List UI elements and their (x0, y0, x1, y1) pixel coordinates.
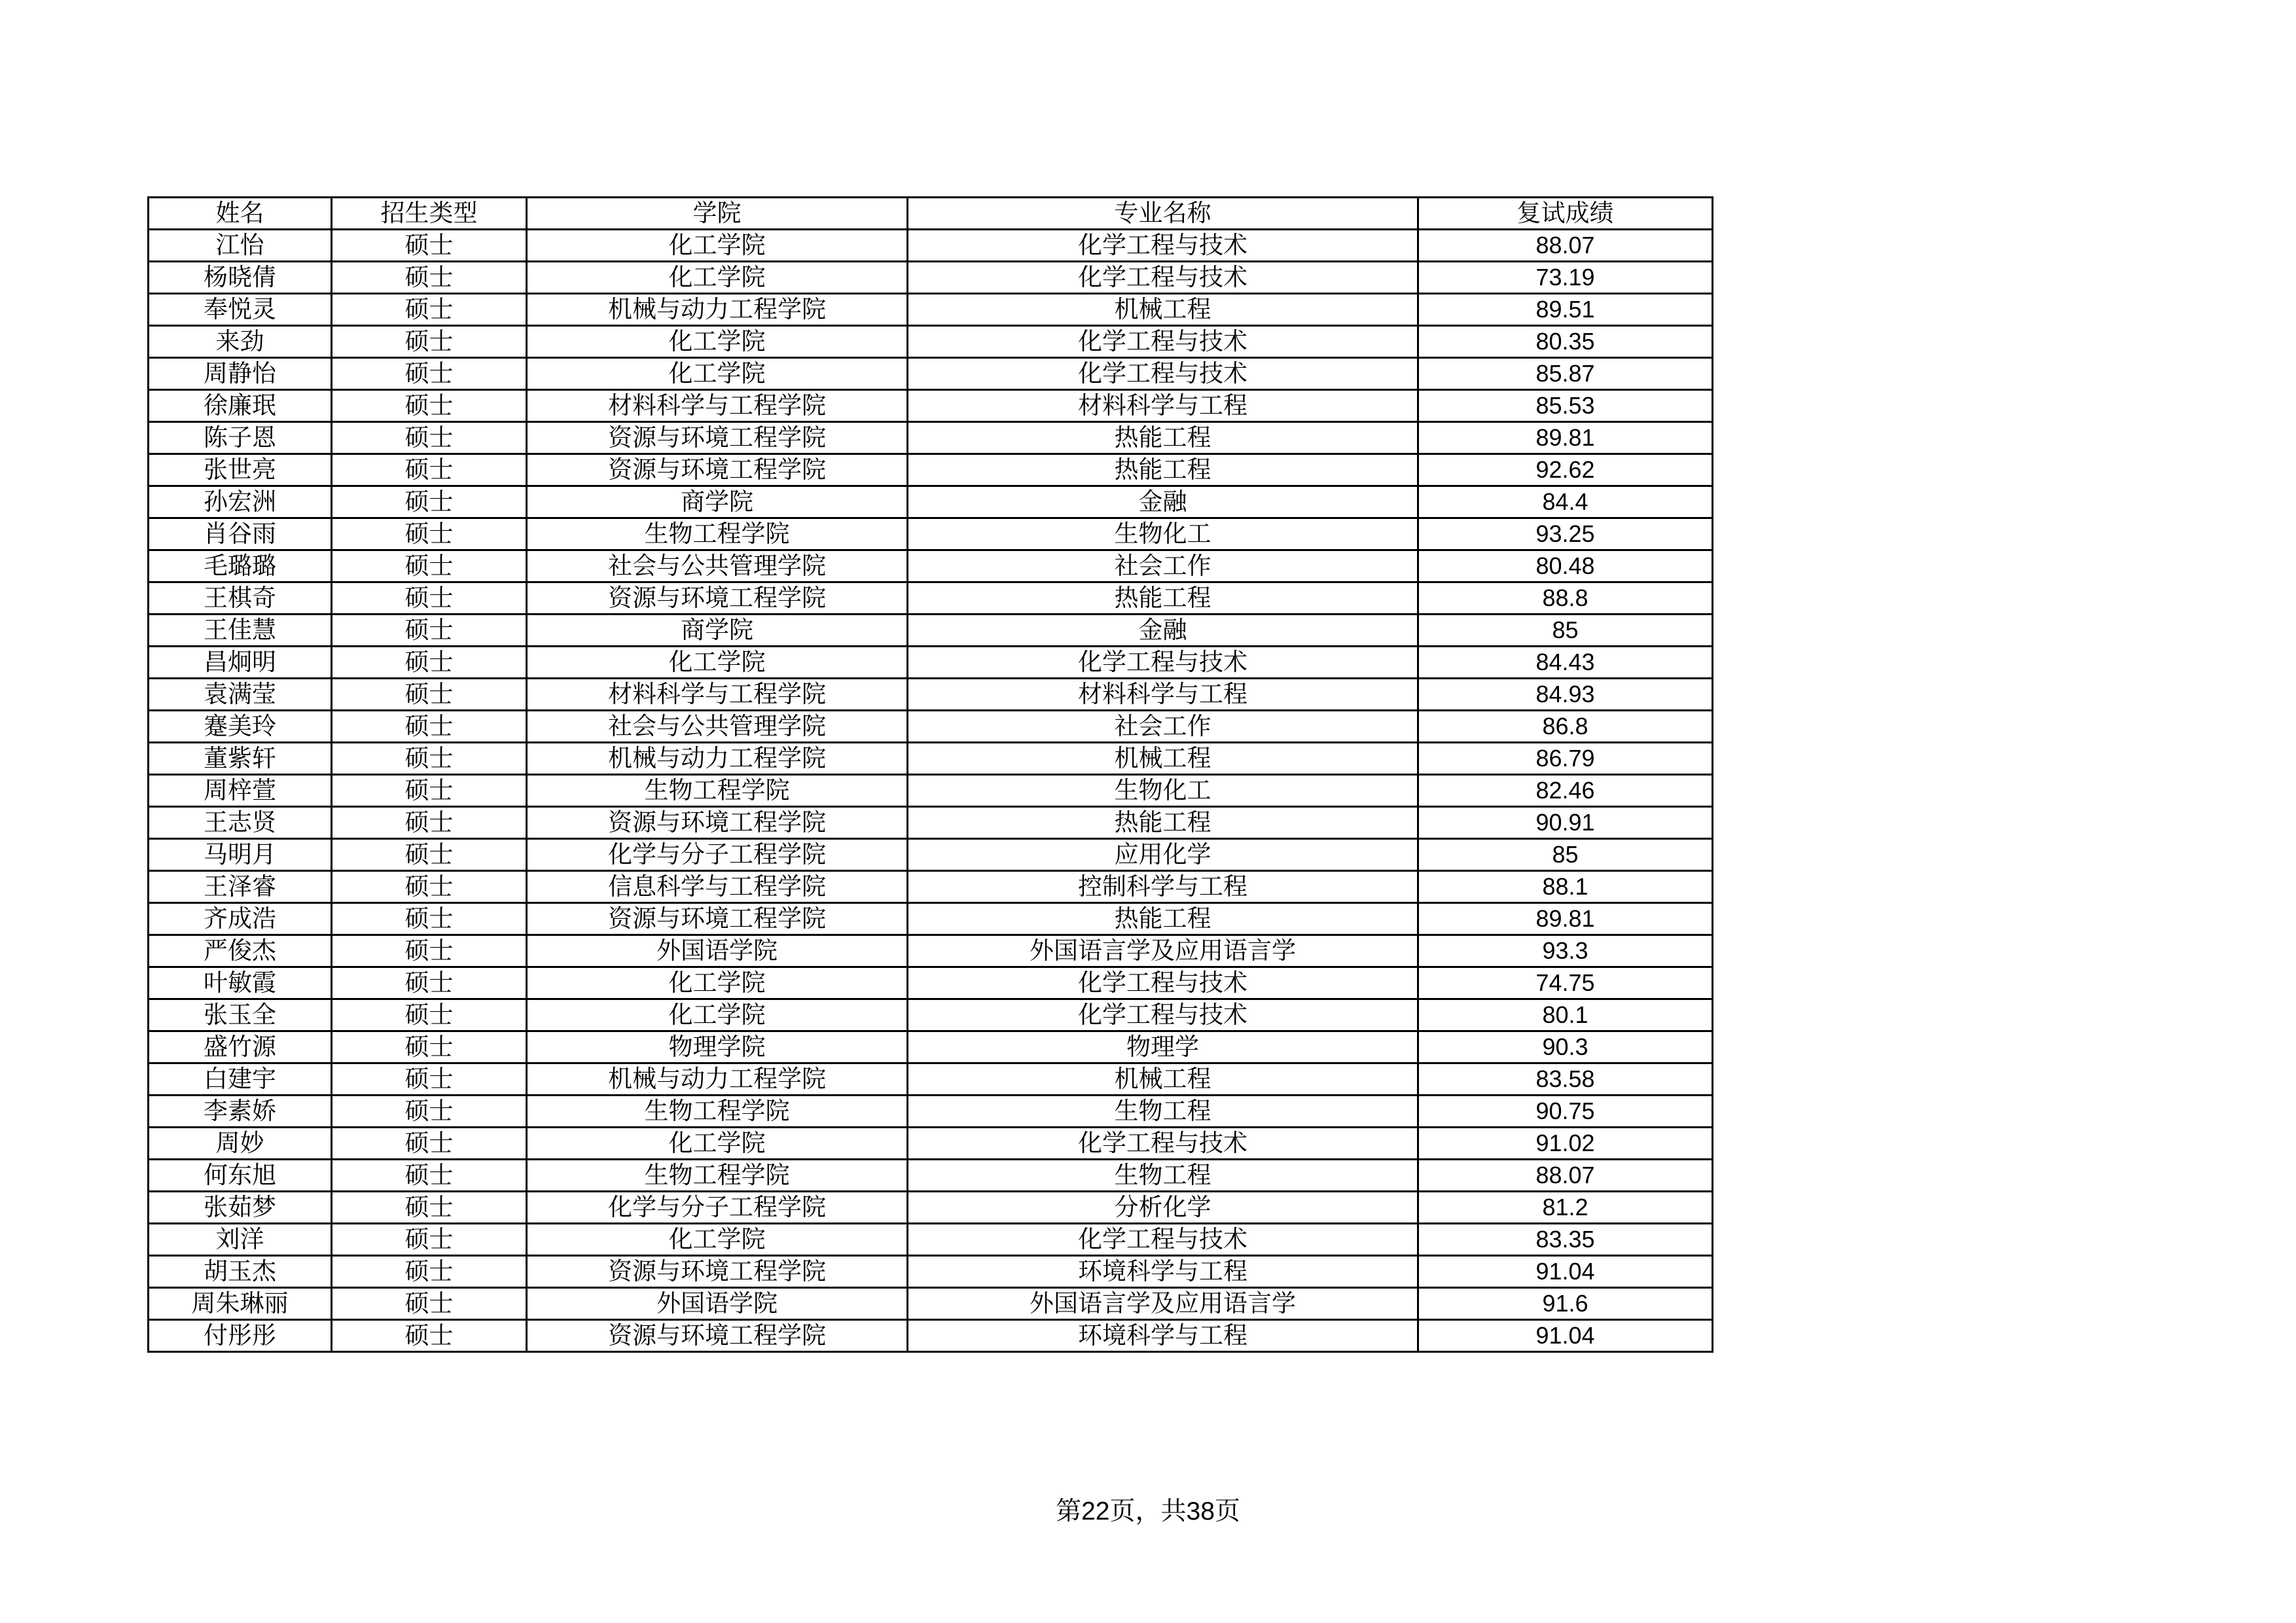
cell-major: 社会工作 (908, 550, 1418, 582)
cell-college: 物理学院 (527, 1031, 908, 1063)
cell-college: 机械与动力工程学院 (527, 294, 908, 326)
cell-college: 资源与环境工程学院 (527, 422, 908, 454)
cell-college: 机械与动力工程学院 (527, 743, 908, 775)
cell-admission-type: 硕士 (332, 1256, 527, 1288)
cell-college: 商学院 (527, 615, 908, 647)
cell-retest-score: 84.43 (1418, 647, 1713, 679)
header-admission-type: 招生类型 (332, 198, 527, 230)
cell-major: 热能工程 (908, 422, 1418, 454)
cell-admission-type: 硕士 (332, 326, 527, 358)
cell-college: 化工学院 (527, 262, 908, 294)
cell-major: 材料科学与工程 (908, 679, 1418, 711)
cell-admission-type: 硕士 (332, 679, 527, 711)
cell-retest-score: 74.75 (1418, 967, 1713, 999)
table-row (149, 871, 1713, 903)
total-page-count: 38 (1186, 1497, 1215, 1525)
cell-major: 金融 (908, 486, 1418, 518)
cell-name: 陈子恩 (149, 422, 332, 454)
cell-major: 外国语言学及应用语言学 (908, 935, 1418, 967)
cell-retest-score: 89.81 (1418, 903, 1713, 935)
cell-major: 分析化学 (908, 1192, 1418, 1224)
cell-college: 外国语学院 (527, 1288, 908, 1320)
cell-college: 化工学院 (527, 1224, 908, 1256)
cell-major: 机械工程 (908, 1063, 1418, 1096)
table-row (149, 1096, 1713, 1128)
cell-retest-score: 91.6 (1418, 1288, 1713, 1320)
cell-retest-score: 86.8 (1418, 711, 1713, 743)
cell-college: 资源与环境工程学院 (527, 1256, 908, 1288)
cell-major: 化学工程与技术 (908, 326, 1418, 358)
cell-college: 社会与公共管理学院 (527, 550, 908, 582)
cell-name: 周朱琳丽 (149, 1288, 332, 1320)
cell-name: 王佳慧 (149, 615, 332, 647)
cell-major: 化学工程与技术 (908, 1128, 1418, 1160)
cell-admission-type: 硕士 (332, 1192, 527, 1224)
cell-name: 刘洋 (149, 1224, 332, 1256)
cell-name: 徐廉珉 (149, 390, 332, 422)
table-row (149, 1031, 1713, 1063)
cell-retest-score: 84.4 (1418, 486, 1713, 518)
cell-major: 化学工程与技术 (908, 1224, 1418, 1256)
table-row (149, 1320, 1713, 1352)
cell-college: 化工学院 (527, 967, 908, 999)
cell-admission-type: 硕士 (332, 1160, 527, 1192)
header-retest-score: 复试成绩 (1418, 198, 1713, 230)
table-row (149, 422, 1713, 454)
cell-retest-score: 85 (1418, 615, 1713, 647)
cell-college: 信息科学与工程学院 (527, 871, 908, 903)
cell-name: 王泽睿 (149, 871, 332, 903)
cell-major: 热能工程 (908, 807, 1418, 839)
cell-retest-score: 93.25 (1418, 518, 1713, 550)
cell-name: 张世亮 (149, 454, 332, 486)
cell-retest-score: 91.04 (1418, 1256, 1713, 1288)
cell-retest-score: 83.58 (1418, 1063, 1713, 1096)
cell-major: 热能工程 (908, 903, 1418, 935)
cell-admission-type: 硕士 (332, 711, 527, 743)
table-row (149, 807, 1713, 839)
cell-admission-type: 硕士 (332, 1096, 527, 1128)
cell-retest-score: 88.07 (1418, 230, 1713, 262)
table-row (149, 550, 1713, 582)
cell-major: 环境科学与工程 (908, 1320, 1418, 1352)
cell-admission-type: 硕士 (332, 935, 527, 967)
table-row (149, 967, 1713, 999)
cell-retest-score: 85 (1418, 839, 1713, 871)
cell-major: 物理学 (908, 1031, 1418, 1063)
cell-major: 生物化工 (908, 518, 1418, 550)
cell-retest-score: 85.53 (1418, 390, 1713, 422)
cell-admission-type: 硕士 (332, 1288, 527, 1320)
cell-name: 马明月 (149, 839, 332, 871)
table-row (149, 326, 1713, 358)
cell-name: 李素娇 (149, 1096, 332, 1128)
cell-name: 周梓萱 (149, 775, 332, 807)
cell-admission-type: 硕士 (332, 454, 527, 486)
cell-name: 杨晓倩 (149, 262, 332, 294)
cell-college: 资源与环境工程学院 (527, 1320, 908, 1352)
cell-retest-score: 89.81 (1418, 422, 1713, 454)
cell-name: 齐成浩 (149, 903, 332, 935)
cell-college: 资源与环境工程学院 (527, 582, 908, 615)
cell-major: 金融 (908, 615, 1418, 647)
cell-college: 化学与分子工程学院 (527, 839, 908, 871)
cell-retest-score: 86.79 (1418, 743, 1713, 775)
cell-admission-type: 硕士 (332, 1128, 527, 1160)
cell-retest-score: 90.91 (1418, 807, 1713, 839)
cell-college: 生物工程学院 (527, 1096, 908, 1128)
table-row (149, 358, 1713, 390)
cell-college: 资源与环境工程学院 (527, 903, 908, 935)
table-header-row (149, 198, 1713, 230)
cell-name: 周静怡 (149, 358, 332, 390)
cell-retest-score: 90.75 (1418, 1096, 1713, 1128)
cell-retest-score: 90.3 (1418, 1031, 1713, 1063)
cell-admission-type: 硕士 (332, 486, 527, 518)
cell-college: 化工学院 (527, 326, 908, 358)
table-row (149, 1160, 1713, 1192)
table-row (149, 647, 1713, 679)
table-row (149, 518, 1713, 550)
header-college: 学院 (527, 198, 908, 230)
cell-major: 材料科学与工程 (908, 390, 1418, 422)
cell-retest-score: 89.51 (1418, 294, 1713, 326)
page-footer (0, 1491, 2296, 1527)
cell-admission-type: 硕士 (332, 230, 527, 262)
header-major: 专业名称 (908, 198, 1418, 230)
cell-name: 袁满莹 (149, 679, 332, 711)
cell-college: 社会与公共管理学院 (527, 711, 908, 743)
table-row (149, 903, 1713, 935)
cell-major: 化学工程与技术 (908, 647, 1418, 679)
cell-retest-score: 80.35 (1418, 326, 1713, 358)
cell-admission-type: 硕士 (332, 550, 527, 582)
table-row (149, 615, 1713, 647)
cell-major: 化学工程与技术 (908, 230, 1418, 262)
table-row (149, 935, 1713, 967)
cell-retest-score: 82.46 (1418, 775, 1713, 807)
cell-name: 来劲 (149, 326, 332, 358)
table-row (149, 743, 1713, 775)
cell-retest-score: 80.1 (1418, 999, 1713, 1031)
cell-name: 肖谷雨 (149, 518, 332, 550)
cell-name: 孙宏洲 (149, 486, 332, 518)
cell-college: 生物工程学院 (527, 1160, 908, 1192)
cell-admission-type: 硕士 (332, 518, 527, 550)
cell-name: 昌炯明 (149, 647, 332, 679)
current-page-number: 22 (1081, 1497, 1110, 1525)
cell-college: 化工学院 (527, 230, 908, 262)
cell-major: 热能工程 (908, 582, 1418, 615)
cell-admission-type: 硕士 (332, 839, 527, 871)
cell-retest-score: 88.8 (1418, 582, 1713, 615)
cell-retest-score: 73.19 (1418, 262, 1713, 294)
cell-college: 化工学院 (527, 1128, 908, 1160)
table-body (149, 230, 1713, 1352)
cell-name: 蹇美玲 (149, 711, 332, 743)
cell-name: 胡玉杰 (149, 1256, 332, 1288)
cell-major: 社会工作 (908, 711, 1418, 743)
cell-admission-type: 硕士 (332, 999, 527, 1031)
cell-college: 生物工程学院 (527, 518, 908, 550)
cell-admission-type: 硕士 (332, 647, 527, 679)
cell-name: 董紫轩 (149, 743, 332, 775)
table-row (149, 839, 1713, 871)
table-row (149, 262, 1713, 294)
cell-retest-score: 88.07 (1418, 1160, 1713, 1192)
cell-name: 付彤彤 (149, 1320, 332, 1352)
table-row (149, 1128, 1713, 1160)
cell-major: 环境科学与工程 (908, 1256, 1418, 1288)
header-name: 姓名 (149, 198, 332, 230)
cell-retest-score: 93.3 (1418, 935, 1713, 967)
cell-retest-score: 91.02 (1418, 1128, 1713, 1160)
table-row (149, 1288, 1713, 1320)
table-row (149, 1192, 1713, 1224)
cell-major: 化学工程与技术 (908, 358, 1418, 390)
table-row (149, 1224, 1713, 1256)
table-row (149, 1256, 1713, 1288)
cell-name: 毛璐璐 (149, 550, 332, 582)
score-table (147, 196, 1713, 1353)
table-row (149, 390, 1713, 422)
cell-college: 化工学院 (527, 999, 908, 1031)
cell-admission-type: 硕士 (332, 807, 527, 839)
footer-suffix: 页 (1214, 1497, 1240, 1526)
cell-retest-score: 92.62 (1418, 454, 1713, 486)
cell-major: 外国语言学及应用语言学 (908, 1288, 1418, 1320)
cell-admission-type: 硕士 (332, 775, 527, 807)
table-row (149, 486, 1713, 518)
cell-admission-type: 硕士 (332, 262, 527, 294)
cell-retest-score: 84.93 (1418, 679, 1713, 711)
cell-name: 盛竹源 (149, 1031, 332, 1063)
footer-prefix: 第 (1056, 1497, 1082, 1526)
table-row (149, 454, 1713, 486)
table-row (149, 999, 1713, 1031)
cell-retest-score: 83.35 (1418, 1224, 1713, 1256)
cell-college: 生物工程学院 (527, 775, 908, 807)
cell-major: 生物工程 (908, 1160, 1418, 1192)
table-row (149, 582, 1713, 615)
table-row (149, 711, 1713, 743)
cell-major: 生物化工 (908, 775, 1418, 807)
table-row (149, 294, 1713, 326)
cell-admission-type: 硕士 (332, 422, 527, 454)
table-row (149, 775, 1713, 807)
cell-admission-type: 硕士 (332, 1224, 527, 1256)
cell-college: 化工学院 (527, 358, 908, 390)
cell-name: 何东旭 (149, 1160, 332, 1192)
cell-admission-type: 硕士 (332, 967, 527, 999)
cell-major: 机械工程 (908, 294, 1418, 326)
cell-name: 奉悦灵 (149, 294, 332, 326)
cell-college: 商学院 (527, 486, 908, 518)
cell-name: 白建宇 (149, 1063, 332, 1096)
cell-college: 资源与环境工程学院 (527, 454, 908, 486)
footer-middle: 页，共 (1109, 1497, 1187, 1526)
cell-admission-type: 硕士 (332, 390, 527, 422)
cell-major: 化学工程与技术 (908, 967, 1418, 999)
cell-retest-score: 81.2 (1418, 1192, 1713, 1224)
cell-college: 材料科学与工程学院 (527, 679, 908, 711)
cell-major: 热能工程 (908, 454, 1418, 486)
cell-name: 叶敏霞 (149, 967, 332, 999)
cell-admission-type: 硕士 (332, 615, 527, 647)
cell-name: 江怡 (149, 230, 332, 262)
table-row (149, 679, 1713, 711)
cell-retest-score: 88.1 (1418, 871, 1713, 903)
cell-college: 材料科学与工程学院 (527, 390, 908, 422)
cell-name: 周妙 (149, 1128, 332, 1160)
cell-retest-score: 91.04 (1418, 1320, 1713, 1352)
cell-admission-type: 硕士 (332, 1063, 527, 1096)
cell-admission-type: 硕士 (332, 1031, 527, 1063)
cell-college: 资源与环境工程学院 (527, 807, 908, 839)
cell-name: 严俊杰 (149, 935, 332, 967)
cell-major: 生物工程 (908, 1096, 1418, 1128)
table-row (149, 1063, 1713, 1096)
cell-retest-score: 80.48 (1418, 550, 1713, 582)
cell-college: 化学与分子工程学院 (527, 1192, 908, 1224)
cell-admission-type: 硕士 (332, 294, 527, 326)
cell-admission-type: 硕士 (332, 743, 527, 775)
cell-name: 张茹梦 (149, 1192, 332, 1224)
cell-admission-type: 硕士 (332, 871, 527, 903)
cell-admission-type: 硕士 (332, 903, 527, 935)
cell-name: 张玉全 (149, 999, 332, 1031)
cell-major: 化学工程与技术 (908, 262, 1418, 294)
table-row (149, 230, 1713, 262)
cell-name: 王志贤 (149, 807, 332, 839)
cell-admission-type: 硕士 (332, 1320, 527, 1352)
cell-major: 化学工程与技术 (908, 999, 1418, 1031)
cell-college: 机械与动力工程学院 (527, 1063, 908, 1096)
cell-admission-type: 硕士 (332, 358, 527, 390)
cell-college: 化工学院 (527, 647, 908, 679)
cell-major: 应用化学 (908, 839, 1418, 871)
cell-retest-score: 85.87 (1418, 358, 1713, 390)
cell-name: 王棋奇 (149, 582, 332, 615)
cell-major: 控制科学与工程 (908, 871, 1418, 903)
cell-college: 外国语学院 (527, 935, 908, 967)
cell-major: 机械工程 (908, 743, 1418, 775)
cell-admission-type: 硕士 (332, 582, 527, 615)
